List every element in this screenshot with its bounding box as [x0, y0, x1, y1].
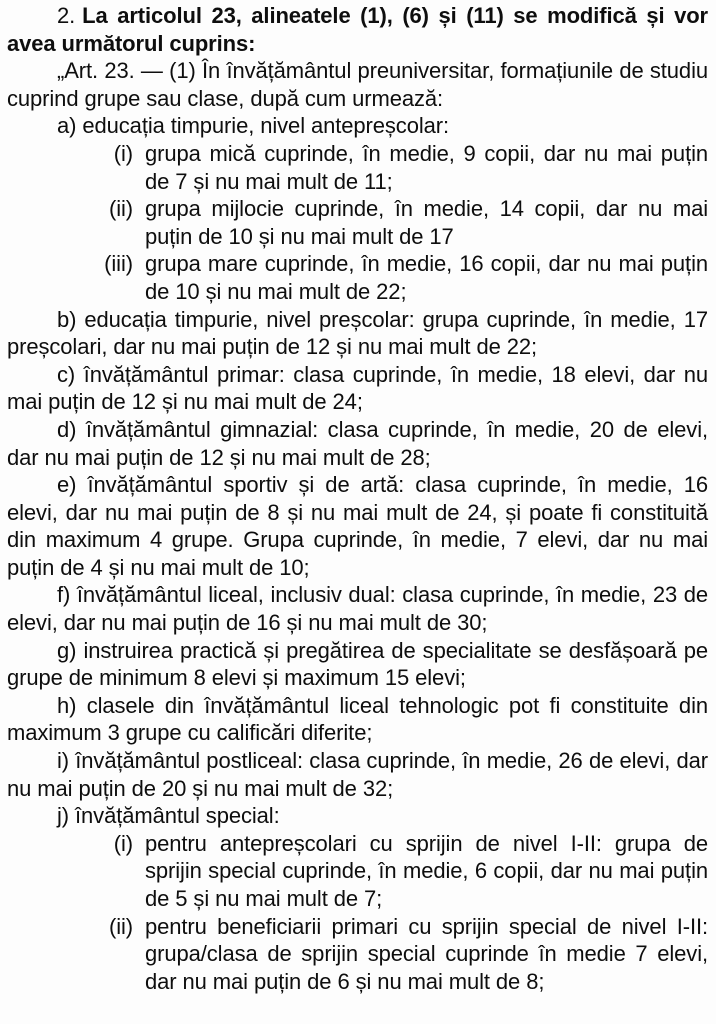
- paragraph-text: c) învățământul primar: clasa cuprinde, în medie, 18 elevi, dar nu mai puțin de 12 și nu mai mult de 24;: [7, 361, 708, 415]
- paragraph-text: d) învățământul gimnazial: clasa cuprinde, în medie, 20 de elevi, dar nu mai puțin de 12 și nu mai mult de 28;: [7, 416, 708, 470]
- list-item: [104, 250, 708, 305]
- heading-number: 2.: [57, 3, 76, 28]
- list-item: [113, 140, 708, 195]
- paragraph-text: h) clasele din învățământul liceal tehnologic pot fi constituite din maximum 3 grupe cu calificări diferite;: [7, 692, 708, 746]
- list-item-marker: (i): [113, 830, 133, 856]
- list-item: [113, 830, 708, 913]
- heading-text: La articolul 23, alineatele (1), (6) și (11) se modifică și vor avea următorul cuprins:: [7, 3, 708, 56]
- paragraph-text: a) educația timpurie, nivel antepreșcolar:: [57, 113, 450, 139]
- paragraph-text: „Art. 23. — (1) În învățământul preuniversitar, formațiunile de studiu cuprind grupe sau clase, după cum urmează:: [7, 58, 708, 111]
- paragraph: [7, 581, 708, 636]
- list-item: [108, 913, 708, 996]
- paragraph: [7, 416, 708, 471]
- paragraph: [7, 747, 708, 802]
- heading-paragraph: [7, 2, 708, 57]
- list-item-marker: (ii): [108, 196, 133, 222]
- list-item-text: grupa mare cuprinde, în medie, 16 copii, dar nu mai puțin de 10 și nu mai mult de 22;: [145, 251, 708, 304]
- paragraph-text: b) educația timpurie, nivel preșcolar: grupa cuprinde, în medie, 17 preșcolari, dar nu mai puțin de 12 și nu mai mult de 22;: [7, 306, 708, 360]
- paragraph: [7, 637, 708, 692]
- paragraph-text: f) învățământul liceal, inclusiv dual: clasa cuprinde, în medie, 23 de elevi, dar nu mai puțin de 16 și nu mai mult de 30;: [7, 582, 708, 636]
- paragraph: [7, 57, 708, 112]
- paragraph: [7, 802, 708, 830]
- paragraph-text: g) instruirea practică și pregătirea de specialitate se desfășoară pe grupe de minimum 8 elevi și maximum 15 elevi;: [7, 637, 708, 691]
- paragraph: [7, 692, 708, 747]
- list-item: [108, 195, 708, 250]
- list-item-text: grupa mică cuprinde, în medie, 9 copii, dar nu mai puțin de 7 și nu mai mult de 11;: [145, 140, 708, 194]
- paragraph: [7, 112, 708, 140]
- list-item-text: grupa mijlocie cuprinde, în medie, 14 copii, dar nu mai puțin de 10 și nu mai mult de 17: [145, 196, 708, 249]
- list-item-marker: (ii): [108, 913, 133, 939]
- paragraph: [7, 306, 708, 361]
- paragraph-text: i) învățământul postliceal: clasa cuprinde, în medie, 26 de elevi, dar nu mai puțin de 20 și nu mai mult de 32;: [7, 748, 708, 801]
- list-item-text: pentru beneficiarii primari cu sprijin special de nivel I-II: grupa/clasa de sprijin special cuprinde în medie 7 elevi, dar nu mai puțin de 6 și nu mai mult de 8;: [145, 913, 708, 994]
- paragraph: [7, 361, 708, 416]
- document-body: [7, 2, 708, 995]
- paragraph-text: e) învățământul sportiv și de artă: clasa cuprinde, în medie, 16 elevi, dar nu mai puțin de 8 și nu mai mult de 24, și poate fi constituită din maximum 4 grupe. Grupa cuprinde, în medie, 7 elevi, dar nu mai puțin de 4 și nu mai mult de 10;: [7, 472, 708, 580]
- paragraph: [7, 471, 708, 581]
- list-item-text: pentru antepreșcolari cu sprijin de nivel I-II: grupa de sprijin special cuprinde, în medie, 6 copii, dar nu mai puțin de 5 și nu mai mult de 7;: [145, 830, 708, 911]
- list-item-marker: (i): [113, 140, 133, 166]
- list-item-marker: (iii): [104, 251, 133, 277]
- paragraph-text: j) învățământul special:: [57, 803, 280, 829]
